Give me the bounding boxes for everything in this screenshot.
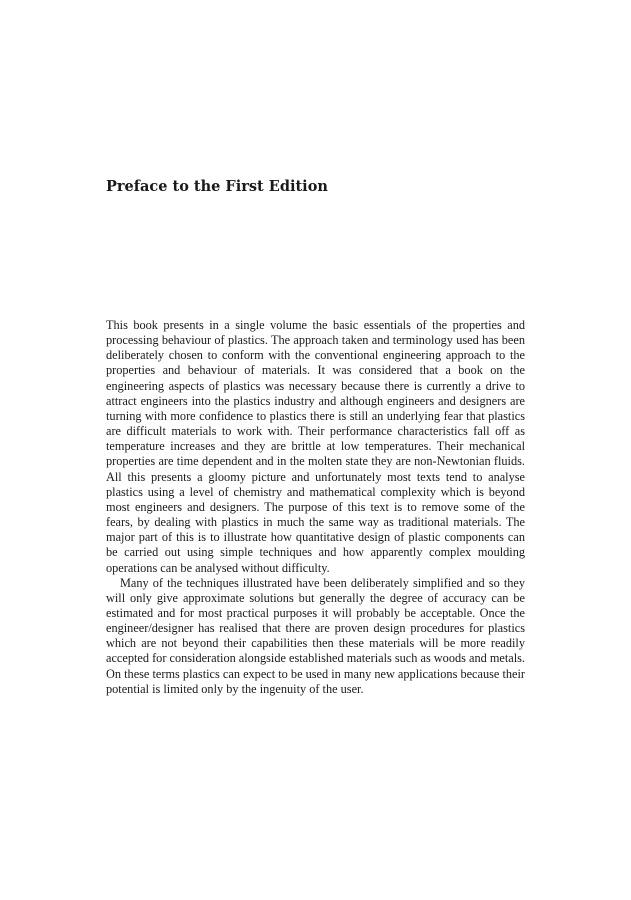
paragraph-1: This book presents in a single volume the basic essentials of the properties and processing behaviour of plastics. The approach taken and terminology used has been deliberately chosen to conform with the conventional engineering approach to the properties and behaviour of materials. It was considered that a book on the engineering aspects of plastics was necessary because there is currently a drive to attract engineers into the plastics industry and although engineers and designers are turning with more confidence to plastics there is still an underlying fear that plastics are difficult materials to work with. Their performance characteristics fall off as temperature increases and they are brittle at low temperatures. Their mechanical properties are time dependent and in the molten state they are non-Newtonian fluids. All this presents a gloomy picture and unfortunately most texts tend to analyse plastics using a level of chemistry and mathematical complexity which is beyond most engineers and designers. The purpose of this text is to remove some of the fears, by dealing with plastics in much the same way as traditional materials. The major part of this is to illustrate how quantitative design of plastic components can be carried out using simple techniques and how apparently complex moulding operations can be analysed without difficulty. [106, 318, 525, 575]
page-title: Preface to the First Edition [106, 178, 328, 195]
paragraph-2: Many of the techniques illustrated have been deliberately simplified and so they will only give approximate solutions but generally the degree of accuracy can be estimated and for most practical purposes it will probably be acceptable. Once the engineer/designer has realised that there are proven design procedures for plastics which are not beyond their capabilities then these materials will be more readily accepted for consideration alongside established materials such as woods and metals. On these terms plastics can expect to be used in many new applications because their potential is limited only by the ingenuity of the user. [106, 575, 525, 696]
body-text [106, 318, 525, 697]
